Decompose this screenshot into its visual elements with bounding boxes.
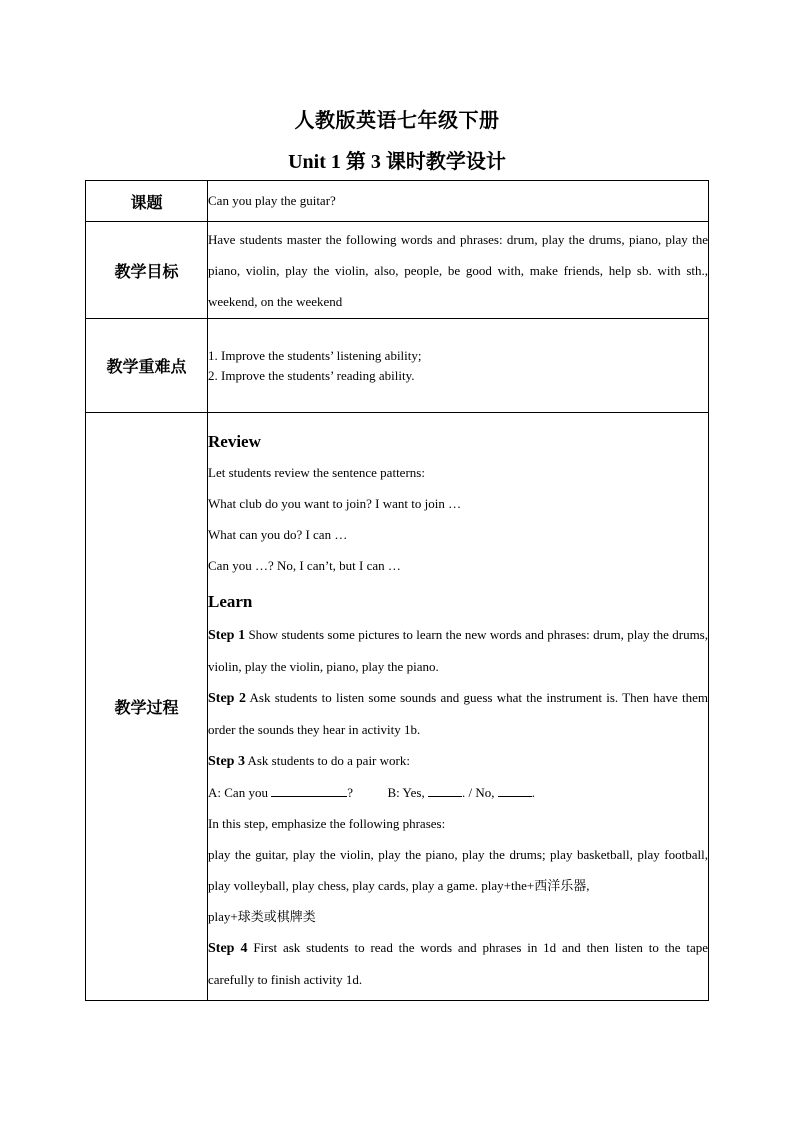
step-2-label: Step 2 [208,690,246,706]
review-line: What club do you want to join? I want to join … [208,495,462,511]
document-subtitle: Unit 1 第 3 课时教学设计 [288,151,506,173]
process-label: 教学过程 [86,413,208,1001]
key-points-row [86,319,709,413]
dialog-end: . [531,784,535,800]
step-3 [208,745,708,777]
key-point-item: 1. Improve the students’ listening ability; [208,347,422,363]
learn-heading: Learn [208,591,253,611]
step-1-text: Show students some pictures to learn the new words and phrases: drum, play the drums, violin, play the violin, piano, play the piano. [208,626,708,674]
topic-value: Can you play the guitar? [208,181,709,222]
dialog-b: B: Yes, [387,784,425,800]
dialog-slash: . / No, [461,784,495,800]
review-heading: Review [208,431,261,451]
step-1 [208,619,708,682]
step-4 [208,932,708,995]
step-2 [208,682,708,745]
key-points-label: 教学重难点 [86,319,208,413]
objectives-label: 教学目标 [86,222,208,319]
process-row [86,413,709,1001]
dialog-a: A: Can you [208,784,268,800]
review-line: What can you do? I can … [208,526,348,542]
dialog-question-mark: ? [347,784,353,800]
lesson-plan-table [85,180,709,1001]
process-cell [208,413,709,1001]
review-line: Let students review the sentence patterns: [208,464,425,480]
objectives-row [86,222,709,319]
step-2-text: Ask students to listen some sounds and guess what the instrument is. Then have them order the sounds they hear in activity 1b. [208,689,708,737]
key-points-cell [208,319,709,413]
document-title: 人教版英语七年级下册 [294,110,500,132]
step-3-emphasis: In this step, emphasize the following phrases: [208,815,446,831]
dialog-blank-1 [271,796,347,797]
objectives-text: Have students master the following words and phrases: drum, play the drums, piano, play the piano, violin, play the violin, also, people, be good with, make friends, help sb. with sth., weekend, on the weekend [208,231,708,309]
step-3-phrases-2: play+球类或棋牌类 [208,908,316,924]
topic-label: 课题 [86,181,208,222]
review-line: Can you …? No, I can’t, but I can … [208,557,401,573]
objectives-cell [208,222,709,319]
dialog-blank-2 [428,796,462,797]
step-1-label: Step 1 [208,627,246,643]
key-point-item: 2. Improve the students’ reading ability. [208,367,415,383]
dialog-blank-3 [498,796,532,797]
pair-work-dialog [208,777,708,808]
step-3-phrases: play the guitar, play the violin, play the piano, play the drums; play basketball, play football, play volleyball, play chess, play cards, play a game. play+the+西洋乐器, [208,846,708,893]
step-4-label: Step 4 [208,940,248,956]
step-4-text: First ask students to read the words and phrases in 1d and then listen to the tape carefully to finish activity 1d. [208,939,708,987]
step-3-label: Step 3 [208,753,245,769]
topic-row [86,181,709,222]
step-3-text: Ask students to do a pair work: [244,752,410,768]
